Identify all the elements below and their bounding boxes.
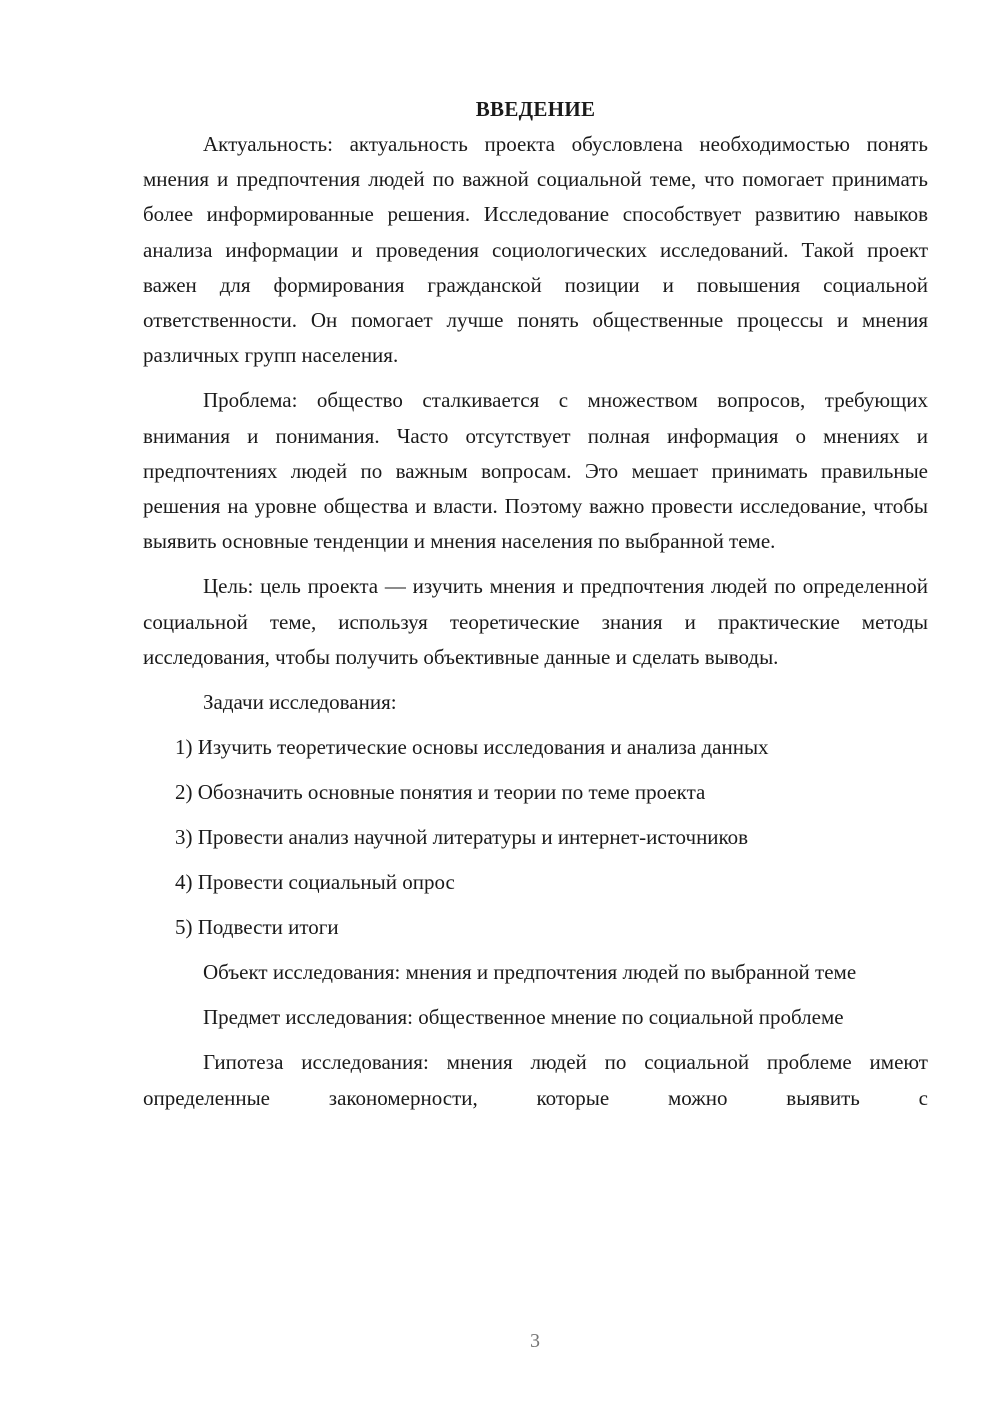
list-item: 4) Провести социальный опрос: [175, 870, 455, 895]
paragraph-problem: Проблема: общество сталкивается с множеством вопросов, требующих внимания и понимания. Часто отсутствует полная информация о мнениях и предпочтениях людей по важным вопросам. Это мешает принимать правильные решения на уровне общества и власти. Поэтому важно провести исследование, чтобы выявить основные тенденции и мнения населения по выбранной теме.: [143, 388, 928, 554]
paragraph-relevance: Актуальность: актуальность проекта обусловлена необходимостью понять мнения и предпочтения людей по важной социальной теме, что помогает принимать более информированные решения. Исследование способствует развитию навыков анализа информации и проведения социологических исследований. Такой проект важен для формирования гражданской позиции и повышения социальной ответственности. Он помогает лучше понять общественные процессы и мнения различных групп населения.: [143, 132, 928, 368]
list-item: 2) Обозначить основные понятия и теории по теме проекта: [175, 780, 706, 805]
list-item: 3) Провести анализ научной литературы и интернет-источников: [175, 825, 749, 850]
paragraph-hypothesis: Гипотеза исследования: мнения людей по социальной проблеме имеют определенные закономерности, которые можно выявить с: [143, 1050, 928, 1110]
tasks-label: Задачи исследования:: [203, 690, 397, 715]
paragraph-subject: Предмет исследования: общественное мнение по социальной проблеме: [203, 1005, 844, 1030]
paragraph-goal: Цель: цель проекта — изучить мнения и предпочтения людей по определенной социальной теме, используя теоретические знания и практические методы исследования, чтобы получить объективные данные и сделать выводы.: [143, 574, 928, 669]
list-item: 1) Изучить теоретические основы исследования и анализа данных: [175, 735, 769, 760]
list-item: 5) Подвести итоги: [175, 915, 339, 940]
page-number: 3: [530, 1330, 540, 1352]
tasks-list: [143, 730, 928, 945]
paragraph-object: Объект исследования: мнения и предпочтения людей по выбранной теме: [203, 960, 857, 985]
page-title: ВВЕДЕНИЕ: [475, 97, 596, 121]
document-page: [143, 92, 928, 1126]
